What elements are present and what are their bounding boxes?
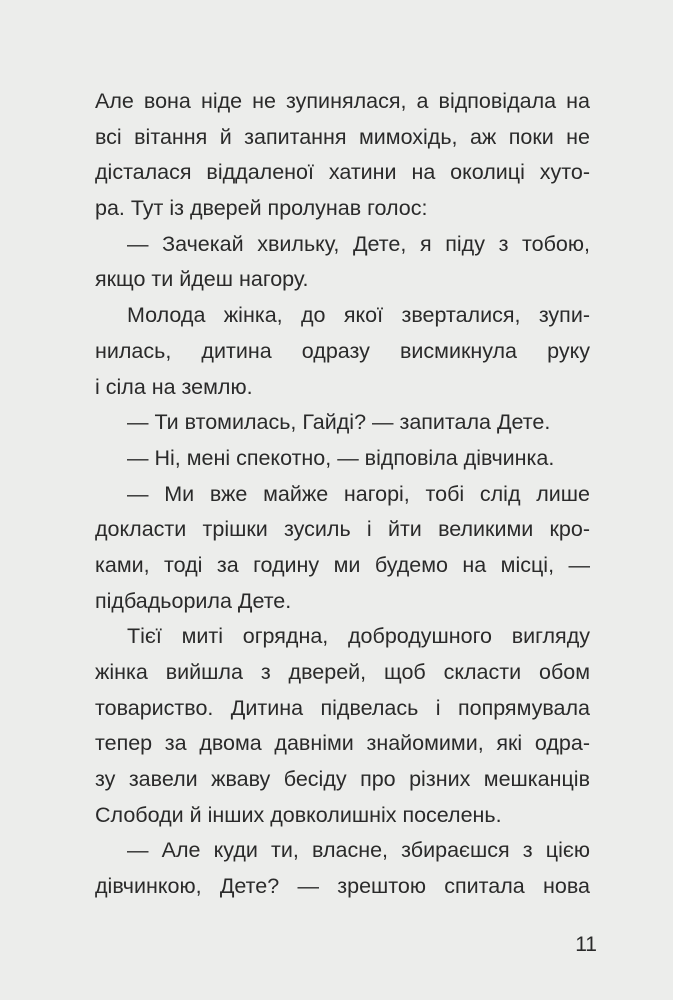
text-line: жінка вийшла з дверей, щоб скласти обом (95, 660, 590, 684)
body-text (95, 84, 590, 905)
text-line: всі вітання й запитання мимохідь, аж поки не (95, 124, 590, 149)
text-line: тепер за двома давніми знайомими, які одра- (95, 731, 590, 756)
text-line: докласти трішки зусиль і йти великими кро- (95, 517, 590, 542)
text-line: і сіла на землю. (95, 374, 253, 399)
text-line: — Але куди ти, власне, збираєшся з цією (127, 838, 590, 863)
text-line: дісталася віддаленої хатини на околиці хуто- (95, 160, 590, 185)
text-line: якщо ти йдеш нагору. (95, 267, 309, 292)
text-line: Тієї миті огрядна, добродушного вигляду (127, 624, 590, 649)
text-line: Молода жінка, до якої зверталися, зупи- (127, 303, 590, 328)
text-line: ками, тоді за годину ми будемо на місці, — (95, 552, 590, 577)
text-line: — Ми вже майже нагорі, тобі слід лише (127, 481, 590, 506)
page-number: 11 (575, 933, 597, 956)
text-line: Але вона ніде не зупинялася, а відповідала на (95, 89, 590, 113)
text-line: — Зачекай хвильку, Дете, я піду з тобою, (127, 231, 590, 256)
text-line: підбадьорила Дете. (95, 588, 292, 613)
text-line: Слободи й інших довколишніх поселень. (95, 802, 502, 827)
text-line: ра. Тут із дверей пролунав голос: (95, 196, 428, 221)
text-line: товариство. Дитина підвелась і попрямувала (95, 695, 590, 720)
text-line: — Ні, мені спекотно, — відповіла дівчинка. (127, 445, 555, 470)
text-line: — Ти втомилась, Гайді? — запитала Дете. (127, 410, 551, 435)
text-line: нилась, дитина одразу висмикнула руку (95, 338, 590, 363)
text-line: зу завели жваву бесіду про різних мешканців (95, 767, 590, 792)
text-line: дівчинкою, Дете? — зрештою спитала нова (95, 874, 590, 899)
